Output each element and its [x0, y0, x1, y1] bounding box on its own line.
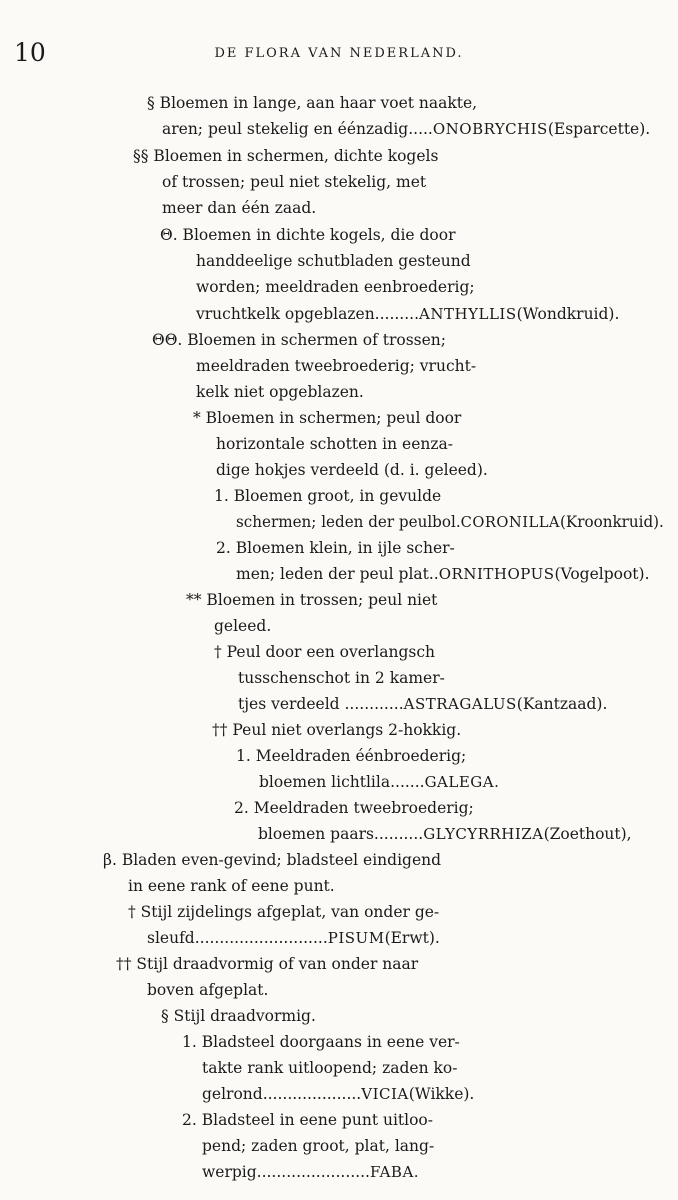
key-line: 2. Bladsteel in eene punt uitloo-: [182, 1111, 434, 1129]
key-line: ΘΘ. Bloemen in schermen of trossen;: [152, 331, 447, 349]
key-line: § Bloemen in lange, aan haar voet naakte,: [147, 94, 478, 112]
key-line: † Stijl zijdelings afgeplat, van onder ge-: [128, 903, 440, 921]
key-line: 1. Bloemen groot, in gevulde: [214, 487, 442, 505]
key-line: 1. Meeldraden éénbroederig;: [236, 747, 467, 765]
key-line: bloemen lichtlila.......GALEGA.: [259, 773, 500, 791]
key-line: meer dan één zaad.: [162, 199, 317, 217]
key-line: vruchtkelk opgeblazen.........ANTHYLLIS(Wondkruid).: [196, 305, 620, 323]
key-line: §§ Bloemen in schermen, dichte kogels: [133, 147, 439, 165]
key-line: 1. Bladsteel doorgaans in eene ver-: [182, 1033, 460, 1051]
key-line: dige hokjes verdeeld (d. i. geleed).: [216, 461, 488, 479]
key-line: ** Bloemen in trossen; peul niet: [186, 591, 438, 609]
key-line: †† Peul niet overlangs 2-hokkig.: [212, 721, 462, 739]
key-line: men; leden der peul plat..ORNITHOPUS(Vogelpoot).: [236, 565, 650, 583]
key-line: pend; zaden groot, plat, lang-: [202, 1137, 435, 1155]
key-line: † Peul door een overlangsch: [214, 643, 436, 661]
key-line: horizontale schotten in eenza-: [216, 435, 454, 453]
common-name: (Kroonkruid).: [559, 513, 664, 531]
key-line: in eene rank of eene punt.: [128, 877, 335, 895]
genus-name: ORNITHOPUS: [438, 565, 555, 583]
genus-name: PISUM: [327, 929, 385, 947]
page-number: 10: [14, 38, 46, 67]
key-line: § Stijl draadvormig.: [161, 1007, 316, 1025]
key-line: Θ. Bloemen in dichte kogels, die door: [160, 226, 456, 244]
genus-name: CORONILLA: [460, 513, 560, 531]
genus-name: GALEGA.: [424, 773, 500, 791]
key-line: handdeelige schutbladen gesteund: [196, 252, 471, 270]
key-line: * Bloemen in schermen; peul door: [193, 409, 462, 427]
key-line: 2. Bloemen klein, in ijle scher-: [216, 539, 455, 557]
key-line: †† Stijl draadvormig of van onder naar: [116, 955, 419, 973]
genus-name: ONOBRYCHIS: [432, 120, 548, 138]
key-line: schermen; leden der peulbol.CORONILLA(Kroonkruid).: [236, 513, 664, 531]
genus-name: FABA.: [369, 1163, 420, 1181]
genus-name: VICIA: [361, 1085, 409, 1103]
common-name: (Esparcette).: [547, 120, 651, 138]
key-line: gelrond....................VICIA(Wikke).: [202, 1085, 475, 1103]
genus-name: GLYCYRRHIZA: [423, 825, 544, 843]
common-name: (Kantzaad).: [516, 695, 608, 713]
key-line: werpig.......................FABA.: [202, 1163, 420, 1181]
running-title: DE FLORA VAN NEDERLAND.: [214, 46, 464, 61]
key-line: meeldraden tweebroederig; vrucht-: [196, 357, 477, 375]
key-line: takte rank uitloopend; zaden ko-: [202, 1059, 458, 1077]
key-line: tusschenschot in 2 kamer-: [238, 669, 445, 687]
key-line: sleufd...........................PISUM(Erwt).: [147, 929, 440, 947]
key-line: kelk niet opgeblazen.: [196, 383, 364, 401]
key-line: boven afgeplat.: [147, 981, 269, 999]
key-line: geleed.: [214, 617, 272, 635]
key-line: 2. Meeldraden tweebroederig;: [234, 799, 474, 817]
common-name: (Erwt).: [384, 929, 440, 947]
key-line: β. Bladen even-gevind; bladsteel eindigend: [103, 851, 442, 869]
key-line: worden; meeldraden eenbroederig;: [196, 278, 475, 296]
key-line: tjes verdeeld ............ASTRAGALUS(Kantzaad).: [238, 695, 608, 713]
common-name: (Wondkruid).: [516, 305, 620, 323]
common-name: (Wikke).: [408, 1085, 475, 1103]
genus-name: ANTHYLLIS: [419, 305, 517, 323]
common-name: (Zoethout),: [543, 825, 632, 843]
key-line: aren; peul stekelig en éénzadig.....ONOBRYCHIS(Esparcette).: [162, 120, 651, 138]
genus-name: ASTRAGALUS: [403, 695, 517, 713]
common-name: (Vogelpoot).: [554, 565, 650, 583]
key-line: bloemen paars..........GLYCYRRHIZA(Zoethout),: [258, 825, 632, 843]
key-line: of trossen; peul niet stekelig, met: [162, 173, 427, 191]
